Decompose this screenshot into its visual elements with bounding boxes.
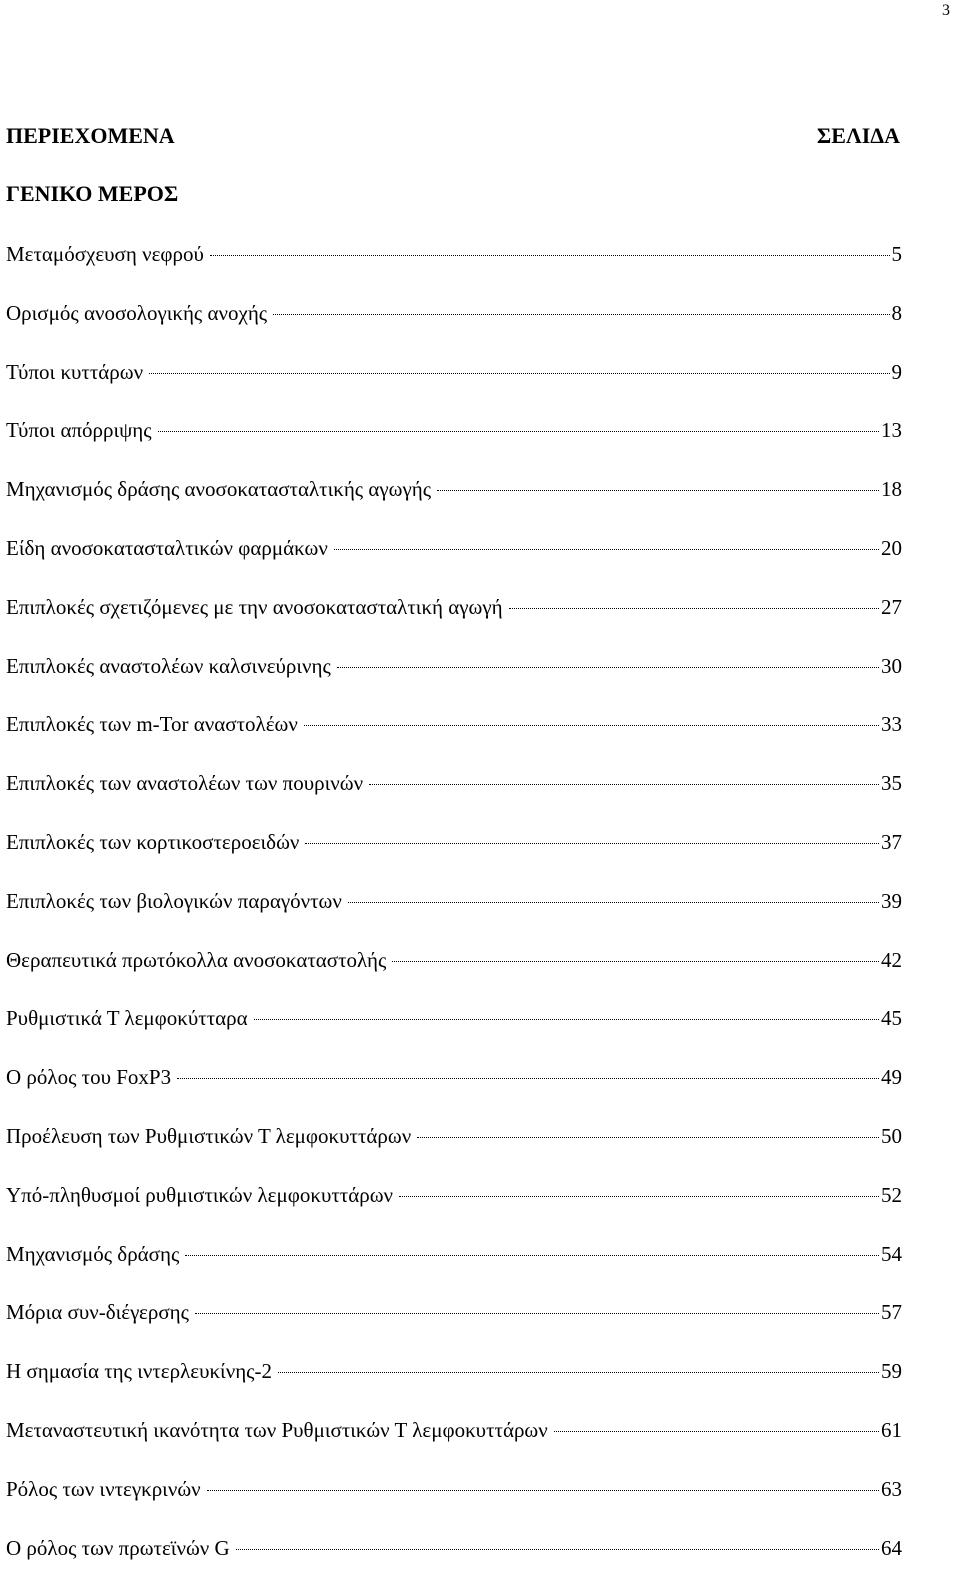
toc-entry[interactable] [6, 1475, 902, 1534]
contents-heading: ΠΕΡΙΕΧΟΜΕΝΑ [6, 123, 175, 148]
dot-leader [149, 373, 889, 374]
toc-entry-title: Επιπλοκές σχετιζόμενες με την ανοσοκατασταλτική αγωγή [6, 594, 503, 619]
dot-leader [254, 1019, 879, 1020]
toc-entry-title: Τύποι κυττάρων [6, 359, 144, 384]
toc-entry-page: 30 [881, 653, 902, 678]
page-column-heading: ΣΕΛΙΔΑ [816, 123, 900, 148]
dot-leader [273, 314, 889, 315]
toc-entry[interactable] [6, 1357, 902, 1416]
toc-entry[interactable] [6, 710, 902, 769]
dot-leader [417, 1137, 879, 1138]
toc-entry-page: 20 [881, 535, 902, 560]
toc-entry-page: 45 [881, 1006, 902, 1031]
dot-leader [177, 1078, 879, 1079]
section-title: ΓΕΝΙΚΟ ΜΕΡΟΣ [6, 181, 179, 206]
toc-entry[interactable] [6, 887, 902, 946]
toc-list [6, 240, 902, 1592]
toc-entry[interactable] [6, 534, 902, 593]
toc-entry-title: Επιπλοκές των κορτικοστεροειδών [6, 829, 300, 854]
toc-entry-page: 64 [881, 1535, 902, 1560]
toc-entry-page: 39 [881, 888, 902, 913]
dot-leader [278, 1372, 879, 1373]
toc-entry-page: 18 [881, 477, 902, 502]
toc-entry-title: Ρόλος των ιντεγκρινών [6, 1476, 201, 1501]
toc-entry[interactable] [6, 1416, 902, 1475]
toc-entry-title: Ρυθμιστικά Τ λεμφοκύτταρα [6, 1006, 248, 1031]
dot-leader [305, 843, 879, 844]
toc-entry[interactable] [6, 1534, 902, 1592]
page-number: 3 [942, 2, 950, 19]
toc-entry[interactable] [6, 1298, 902, 1357]
toc-entry-page: 54 [881, 1241, 902, 1266]
dot-leader [334, 549, 879, 550]
toc-entry-title: Τύποι απόρριψης [6, 418, 152, 443]
toc-entry-title: Προέλευση των Ρυθμιστικών Τ λεμφοκυττάρων [6, 1123, 412, 1148]
toc-entry-title: Η σημασία της ιντερλευκίνης-2 [6, 1359, 272, 1384]
toc-entry-page: 57 [881, 1300, 902, 1325]
toc-entry[interactable] [6, 1181, 902, 1240]
toc-entry-title: Μεταμόσχευση νεφρού [6, 242, 204, 266]
dot-leader [210, 255, 890, 256]
toc-entry-title: Μηχανισμός δράσης [6, 1241, 180, 1266]
toc-entry-page: 13 [881, 418, 902, 443]
toc-entry-title: Μόρια συν-διέγερσης [6, 1300, 189, 1325]
toc-entry-page: 59 [881, 1359, 902, 1384]
toc-entry[interactable] [6, 1063, 902, 1122]
dot-leader [392, 961, 879, 962]
dot-leader [554, 1431, 879, 1432]
toc-entry-title: Επιπλοκές των m-Tor αναστολέων [6, 712, 298, 737]
toc-entry-title: Επιπλοκές αναστολέων καλσινεύρινης [6, 653, 331, 678]
dot-leader [369, 784, 879, 785]
toc-entry-page: 42 [881, 947, 902, 972]
toc-header [6, 122, 900, 150]
toc-entry-page: 52 [881, 1182, 902, 1207]
toc-entry-page: 37 [881, 829, 902, 854]
dot-leader [304, 725, 879, 726]
toc-entry-title: Ορισμός ανοσολογικής ανοχής [6, 300, 268, 325]
toc-entry-page: 35 [881, 771, 902, 796]
toc-entry[interactable] [6, 1004, 902, 1063]
dot-leader [207, 1490, 879, 1491]
dot-leader [337, 667, 879, 668]
toc-entry[interactable] [6, 358, 902, 417]
dot-leader [399, 1196, 879, 1197]
toc-entry[interactable] [6, 416, 902, 475]
toc-entry[interactable] [6, 593, 902, 652]
toc-entry-title: Μηχανισμός δράσης ανοσοκατασταλτικής αγωγής [6, 477, 432, 502]
toc-entry-title: Επιπλοκές των βιολογικών παραγόντων [6, 888, 342, 913]
dot-leader [509, 608, 879, 609]
toc-entry-page: 49 [881, 1065, 902, 1090]
toc-entry-page: 50 [881, 1123, 902, 1148]
toc-entry[interactable] [6, 828, 902, 887]
dot-leader [437, 490, 879, 491]
toc-entry[interactable] [6, 652, 902, 711]
toc-entry-title: Θεραπευτικά πρωτόκολλα ανοσοκαταστολής [6, 947, 387, 972]
toc-entry-page: 8 [891, 300, 902, 325]
dot-leader [195, 1313, 879, 1314]
dot-leader [158, 431, 879, 432]
toc-entry-title: Μεταναστευτική ικανότητα των Ρυθμιστικών Τ λεμφοκυττάρων [6, 1417, 548, 1442]
toc-entry-page: 27 [881, 594, 902, 619]
toc-entry-page: 9 [891, 359, 902, 384]
toc-entry-title: Υπό-πληθυσμοί ρυθμιστικών λεμφοκυττάρων [6, 1182, 394, 1207]
toc-entry-page: 63 [881, 1476, 902, 1501]
dot-leader [185, 1255, 879, 1256]
toc-entry-title: Είδη ανοσοκατασταλτικών φαρμάκων [6, 535, 328, 560]
dot-leader [236, 1549, 879, 1550]
toc-entry-title: Επιπλοκές των αναστολέων των πουρινών [6, 771, 364, 796]
toc-entry[interactable] [6, 1240, 902, 1299]
toc-entry-page: 61 [881, 1417, 902, 1442]
toc-entry-page: 5 [891, 242, 902, 266]
toc-entry[interactable] [6, 769, 902, 828]
toc-entry[interactable] [6, 240, 902, 299]
toc-entry-title: Ο ρόλος του FoxP3 [6, 1065, 172, 1090]
toc-entry[interactable] [6, 946, 902, 1005]
toc-entry[interactable] [6, 475, 902, 534]
toc-entry[interactable] [6, 1122, 902, 1181]
toc-entry-page: 33 [881, 712, 902, 737]
toc-entry-title: Ο ρόλος των πρωτεϊνών G [6, 1535, 230, 1560]
dot-leader [348, 902, 879, 903]
toc-entry[interactable] [6, 299, 902, 358]
